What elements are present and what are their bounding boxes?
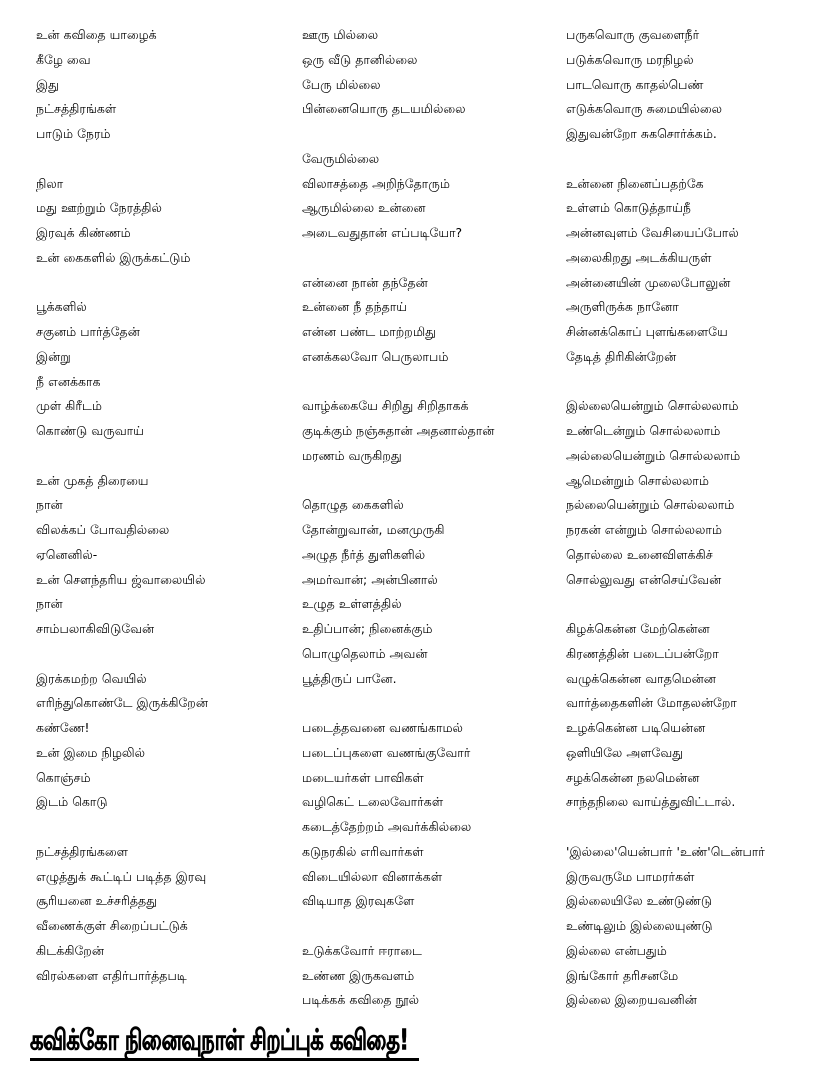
stanza-gap [302,370,552,395]
poem-line: கொண்டு வருவாய் [36,423,144,438]
stanza [36,667,286,816]
poem-line: விரல்களை எதிர்பார்த்தபடி [36,967,187,983]
poem-line: நட்சத்திரங்கள் [36,101,117,117]
stanza [566,172,812,370]
poem-line: பாடவொரு காதல்பெண் [566,76,704,92]
poem-line: உன் இமை நிழலில் [36,744,146,760]
poem-line: கிடக்கிறேன் [36,942,104,958]
poem-line: இல்லை இறையவனின் [566,992,697,1008]
stanza [566,617,812,815]
poem-line: இருவருமே பாமரர்கள் [566,868,695,884]
stanza-gap [302,914,552,939]
stanza [36,469,286,642]
poem-line: இல்லையிலே உண்டுண்டு [566,893,713,909]
banner-title-text: கவிக்கோ நினைவுநாள் சிறப்புக் கவிதை! [30,1023,409,1057]
poem-line: விடையில்லா வினாக்கள் [302,868,443,884]
poem-line: உன்னை நினைப்பதற்கே [566,175,704,191]
stanza-gap [36,271,286,296]
poem-line: உழக்கென்ன படியென்ன [566,720,706,735]
poem-line: கீழே வை [36,51,91,67]
poem-line: அமர்வான்; அன்பினால் [302,571,438,587]
poem-line: வழிகெட் டலைவோர்கள் [302,794,444,810]
poem-line: சாந்தநிலை வாய்த்துவிட்டால். [566,794,736,810]
stanza-gap [302,469,552,494]
stanza [566,840,812,1013]
poem-line: ஒளியிலே அளவேது [566,744,684,760]
poem-line: வழுக்கென்ன வாதமென்ன [566,670,716,686]
poem-line: கொஞ்சம் [36,769,91,785]
stanza-gap [566,147,812,172]
poem-line: சழக்கென்ன நலமென்ன [566,769,700,785]
poem-line: மடையர்கள் பாவிகள் [302,769,424,785]
poem-column-2 [302,23,552,1013]
poem-line: அல்லையென்றும் சொல்லலாம் [566,447,741,463]
poem-line: எனக்கலவோ பெருலாபம் [302,348,449,364]
stanza-gap [566,815,812,840]
poem-line: எரிந்துகொண்டே இருக்கிறேன் [36,695,208,711]
poem-line: இல்லையென்றும் சொல்லலாம் [566,398,739,414]
poem-line: ஆருமில்லை உன்னை [302,200,426,216]
stanza [36,23,286,147]
poem-line: சொல்லுவது என்செய்வேன் [566,571,722,587]
poem-line: ஏனெனில்- [36,546,98,562]
poem-column-3 [566,23,812,1013]
poem-line: நல்லையென்றும் சொல்லலாம் [566,497,735,513]
poem-line: உன் கவிதை யாழைக் [36,27,157,42]
poem-line: நிலா [36,175,64,191]
poem-line: மது ஊற்றும் நேரத்தில் [36,200,162,216]
poem-line: நீ எனக்காக [36,373,101,389]
poem-line: படைப்புகளை வணங்குவோர் [302,744,471,760]
poem-line: பொழுதெலாம் அவன் [302,645,428,661]
poem-line: கடுநரகில் எரிவார்கள் [302,843,424,859]
poem-line: கிழக்கென்ன மேற்கென்ன [566,621,710,636]
stanza-gap [302,122,552,147]
stanza [302,939,552,1013]
stanza [302,394,552,468]
poem-line: நரகன் என்றும் சொல்லலாம் [566,522,722,537]
poem-line: அடைவதுதான் எப்படியோ? [302,225,463,240]
poem-line: சூரியனை உச்சரித்தது [36,893,158,909]
poem-line: உன் சௌந்தரிய ஜ்வாலையில் [36,571,206,587]
stanza [302,716,552,914]
stanza [566,23,812,147]
stanza [566,394,812,592]
stanza-gap [302,691,552,716]
poem-line: உடுக்கவோர் ஈராடை [302,942,422,958]
poem-line: நான் [36,497,63,513]
stanza-gap [36,147,286,172]
stanza [36,172,286,271]
poem-line: எழுத்துக் கூட்டிப் படித்த இரவு [36,868,207,884]
poem-line: இது [36,76,59,92]
poem-line: சின்னக்கொப் புளங்களையே [566,324,728,339]
stanza-gap [36,815,286,840]
poem-line: வேருமில்லை [302,150,380,166]
poem-line: உதிப்பான்; நினைக்கும் [302,621,433,636]
poem-line: இல்லை என்பதும் [566,942,667,958]
poem-line: உழுத உள்ளத்தில் [302,596,402,612]
poem-line: இடம் கொடு [36,794,108,810]
poem-line: நான் [36,596,63,612]
poem-line: 'இல்லை'யென்பார் 'உண்'டென்பார் [566,843,765,859]
poem-line: இங்கோர் தரிசனமே [566,967,679,983]
poem-line: கண்ணே! [36,720,90,735]
poem-line: அன்னையின் முலைபோலுன் [566,274,731,290]
poem-line: பின்னையொரு தடயமில்லை [302,101,466,117]
poem-line: முள் கிரீடம் [36,398,102,414]
poem-line: தோன்றுவான், மனமுருகி [302,522,445,537]
poem-line: அருளிருக்க நானோ [566,299,679,315]
poem-line: மரணம் வருகிறது [302,447,402,463]
poem-line: தேடித் திரிகின்றேன் [566,348,677,364]
poem-line: தொழுத கைகளில் [302,497,404,513]
poem-line: விடியாத இரவுகளே [302,893,415,909]
stanza [302,493,552,691]
poem-line: பூக்களில் [36,299,87,315]
poem-line: உண்டிலும் இல்லையுண்டு [566,918,713,933]
poem-line: எடுக்கவொரு சுமையில்லை [566,101,722,117]
poem-line: உண்டென்றும் சொல்லலாம் [566,423,721,438]
poem-line: குடிக்கும் நஞ்சுதான் அதனால்தான் [302,423,495,438]
poem-line: விலக்கப் போவதில்லை [36,522,170,537]
poem-line: உன் முகத் திரையை [36,472,149,488]
poem-line: என்ன பண்ட மாற்றமிது [302,324,436,339]
poem-line: இரக்கமற்ற வெயில் [36,670,147,686]
stanza-gap [36,642,286,667]
poem-line: ஆமென்றும் சொல்லலாம் [566,472,709,488]
poem-line: பாடும் நேரம் [36,126,111,141]
poem-line: தொல்லை உனைவிளக்கிச் [566,546,713,562]
stanza-gap [566,370,812,395]
poem-line: படைத்தவனை வணங்காமல் [302,720,463,735]
poem-column-1 [36,23,286,988]
poem-line: வார்த்தைகளின் மோதலன்றோ [566,695,737,711]
poem-line: படிக்கக் கவிதை நூல் [302,992,420,1008]
poem-line: உன் கைகளில் இருக்கட்டும் [36,249,191,265]
poem-line: இதுவன்றோ சுகசொர்க்கம். [566,126,717,141]
poem-line: விலாசத்தை அறிந்தோரும் [302,175,450,191]
stanza [36,295,286,444]
poem-line: பருகவொரு குவளைநீர் [566,27,700,42]
poem-line: இன்று [36,348,71,364]
poem-line: சகுனம் பார்த்தேன் [36,324,140,339]
poem-line: வாழ்க்கையே சிறிது சிறிதாகக் [302,398,469,414]
stanza [302,271,552,370]
poem-line: படுக்கவொரு மரநிழல் [566,51,694,67]
poem-line: பூத்திருப் பானே. [302,670,397,686]
poem-line: ஒரு வீடு தானில்லை [302,51,418,67]
poem-line: கிரணத்தின் படைப்பன்றோ [566,645,719,661]
poem-line: அழுத நீர்த் துளிகளில் [302,546,426,562]
stanza [36,840,286,989]
stanza-gap [302,246,552,271]
poem-line: சாம்பலாகிவிடுவேன் [36,621,155,636]
poem-line: வீணைக்குள் சிறைப்பட்டுக் [36,918,188,933]
poem-line: ஊரு மில்லை [302,27,379,42]
poem-line: பேரு மில்லை [302,76,381,92]
banner-title [30,1022,419,1061]
stanza [302,147,552,246]
poem-line: அன்னவுளம் வேசியைப்போல் [566,225,739,240]
poem-line: இரவுக் கிண்ணம் [36,225,131,240]
poem-line: உன்னை நீ தந்தாய் [302,299,408,315]
poem-line: நட்சத்திரங்களை [36,843,128,859]
stanza-gap [566,592,812,617]
poem-line: உண்ண இருகவளம் [302,967,415,983]
poem-line: கடைத்தேற்றம் அவர்க்கில்லை [302,819,472,834]
poem-line: என்னை நான் தந்தேன் [302,274,428,290]
stanza [302,23,552,122]
poem-line: அலைகிறது அடக்கியருள் [566,249,712,265]
stanza-gap [36,444,286,469]
poem-line: உள்ளம் கொடுத்தாய்நீ [566,200,691,216]
